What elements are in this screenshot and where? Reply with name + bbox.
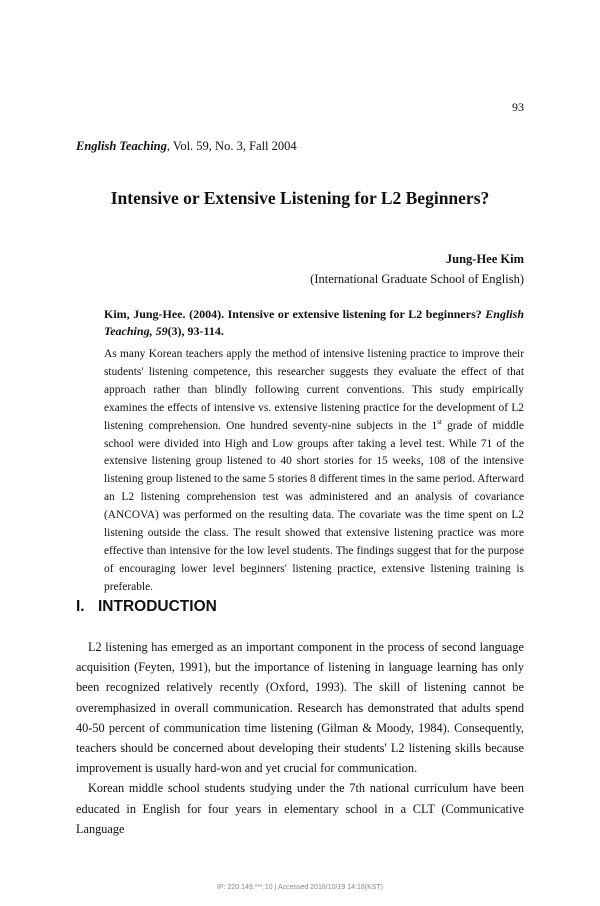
citation bbox=[104, 306, 524, 340]
body-text bbox=[76, 637, 524, 839]
section-title: INTRODUCTION bbox=[98, 598, 217, 615]
journal-name: English Teaching bbox=[76, 139, 167, 153]
section-number: I. bbox=[76, 598, 85, 615]
journal-header bbox=[76, 139, 297, 154]
author-name: Jung-Hee Kim bbox=[445, 252, 524, 266]
journal-details: , Vol. 59, No. 3, Fall 2004 bbox=[166, 139, 297, 153]
abstract-part-1: As many Korean teachers apply the method of intensive listening practice to improve their students' listening competence, this researcher suggests they evaluate the effect of that approach rather than blindly following current conventions. This study empirically examines the effects of intensive vs. extensive listening practice for the development of L2 listening comprehension. One hundred seventy-nine subjects in the 1 bbox=[104, 348, 524, 432]
page-number: 93 bbox=[512, 100, 524, 114]
author-affiliation: (International Graduate School of English) bbox=[310, 272, 524, 286]
paragraph: Korean middle school students studying under the 7th national curriculum have been educated in English for four years in elementary school in a CLT (Communicative Language bbox=[76, 781, 524, 836]
access-footer: IP: 220.149.***.10 | Accessed 2018/10/19 14:18(KST) bbox=[216, 884, 384, 891]
abstract-part-2: grade of middle school were divided into High and Low groups after taking a level test. While 71 of the extensive listening group listened to 40 short stories for 15 weeks, 108 of the intensive listening group listened to the same 5 stories 8 different times in the same period. Afterward an L2 listening comprehension test was administered and an analysis of covariance (ANCOVA) was performed on the resulting data. The covariate was the time spent on L2 listening outside the class. The result showed that extensive listening practice was more effective than intensive for the low level students. The findings suggest that for the purpose of encouraging lower level beginners' listening practice, extensive listening training is preferable. bbox=[104, 419, 524, 593]
abstract-superscript: st bbox=[437, 417, 442, 426]
section-heading bbox=[76, 598, 217, 616]
citation-prefix: Kim, Jung-Hee. (2004). Intensive or extensive listening for L2 beginners? bbox=[104, 307, 486, 321]
paragraph: L2 listening has emerged as an important component in the process of second language acquisition (Feyten, 1991), but the importance of listening in language learning has only been recognized relatively recently (Oxford, 1993). The skill of listening cannot be overemphasized in overall communication. Research has demonstrated that adults spend 40-50 percent of communication time listening (Gilman & Moody, 1984). Consequently, teachers should be concerned about developing their students' L2 listening skills because improvement is usually hard-won and yet crucial for communication. bbox=[76, 640, 524, 776]
citation-journal: English Teaching, 59 bbox=[104, 307, 524, 338]
citation-issue: (3), 93-114. bbox=[167, 324, 224, 338]
abstract bbox=[104, 346, 524, 597]
paper-title: Intensive or Extensive Listening for L2 Beginners? bbox=[110, 188, 490, 208]
